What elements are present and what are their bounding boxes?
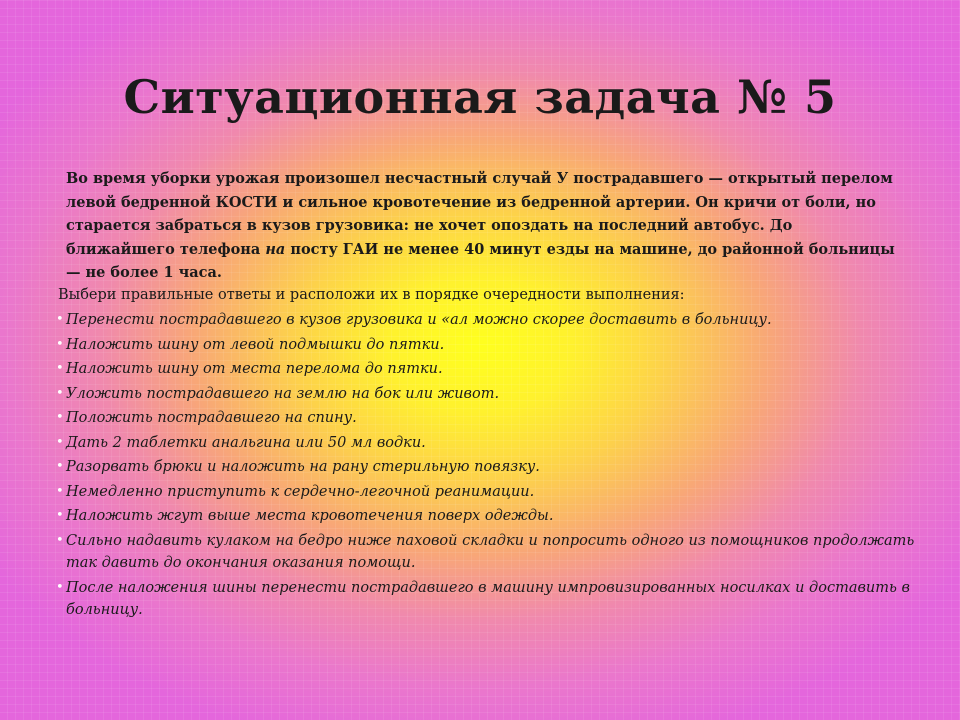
answer-options-list (56, 309, 916, 624)
bullet-icon: • (56, 410, 64, 425)
answer-option-text: Наложить жгут выше места кровотечения поверх одежды. (66, 508, 554, 524)
answer-option-2[interactable] (56, 334, 916, 357)
bullet-icon: • (56, 508, 64, 523)
answer-option-text: Уложить пострадавшего на землю на бок или живот. (66, 385, 500, 402)
bullet-icon: • (56, 336, 64, 352)
answer-option-text: Дать 2 таблетки анальгина или 50 мл водки. (66, 434, 426, 451)
answer-option-text: Наложить шину от левой подмышки до пятки. (66, 336, 445, 353)
answer-option-1[interactable] (56, 309, 916, 332)
bullet-icon: • (56, 483, 64, 499)
bullet-icon: • (56, 434, 64, 450)
problem-statement (66, 167, 896, 285)
answer-option-text: Сильно надавить кулаком на бедро ниже паховой складки и попросить одного из помощников продолжать так давить до окончания оказания помощи. (66, 532, 915, 571)
problem-statement-part-2: посту ГАИ не менее 40 минут езды на машине, до районной больницы — не более 1 часа. (66, 240, 895, 281)
answer-option-4[interactable] (56, 383, 916, 406)
bullet-icon: • (56, 459, 64, 474)
answer-option-6[interactable] (56, 432, 916, 455)
answer-option-text: Перенести пострадавшего в кузов грузовика и «ал можно скорее доставить в больницу. (66, 312, 772, 328)
answer-option-5[interactable] (56, 407, 916, 430)
answer-option-text: Разорвать брюки и наложить на рану стерильную повязку. (66, 459, 540, 475)
slide-title: Ситуационная задача № 5 (123, 70, 837, 124)
answer-option-10[interactable] (56, 530, 916, 575)
answer-option-text: Положить пострадавшего на спину. (66, 410, 357, 426)
answer-option-11[interactable] (56, 577, 916, 622)
bullet-icon: • (56, 312, 64, 327)
problem-statement-part-1: Во время уборки урожая произошел несчастный случай У пострадавшего — открытый перелом левой бедренной КОСТИ и сильное кровотечение из бедренной артерии. Он кричи от боли, но старается забраться в кузов грузовика: не хочет опоздать на последний автобус. До ближайшего телефона (66, 170, 893, 258)
bullet-icon: • (56, 532, 64, 548)
answer-option-8[interactable] (56, 481, 916, 504)
answer-option-text: Наложить шину от места перелома до пятки. (66, 361, 443, 377)
answer-option-3[interactable] (56, 358, 916, 381)
task-instruction: Выбери правильные ответы и расположи их в порядке очередности выполнения: (58, 287, 685, 303)
answer-option-text: После наложения шины перенести пострадавшего в машину импровизированных носилках и доставить в больницу. (66, 579, 910, 618)
problem-statement-italic-word: на (265, 240, 286, 258)
bullet-icon: • (56, 579, 64, 595)
answer-option-7[interactable] (56, 456, 916, 479)
bullet-icon: • (56, 385, 64, 401)
answer-option-text: Немедленно приступить к сердечно-легочной реанимации. (66, 483, 535, 500)
answer-option-9[interactable] (56, 505, 916, 528)
bullet-icon: • (56, 361, 64, 376)
